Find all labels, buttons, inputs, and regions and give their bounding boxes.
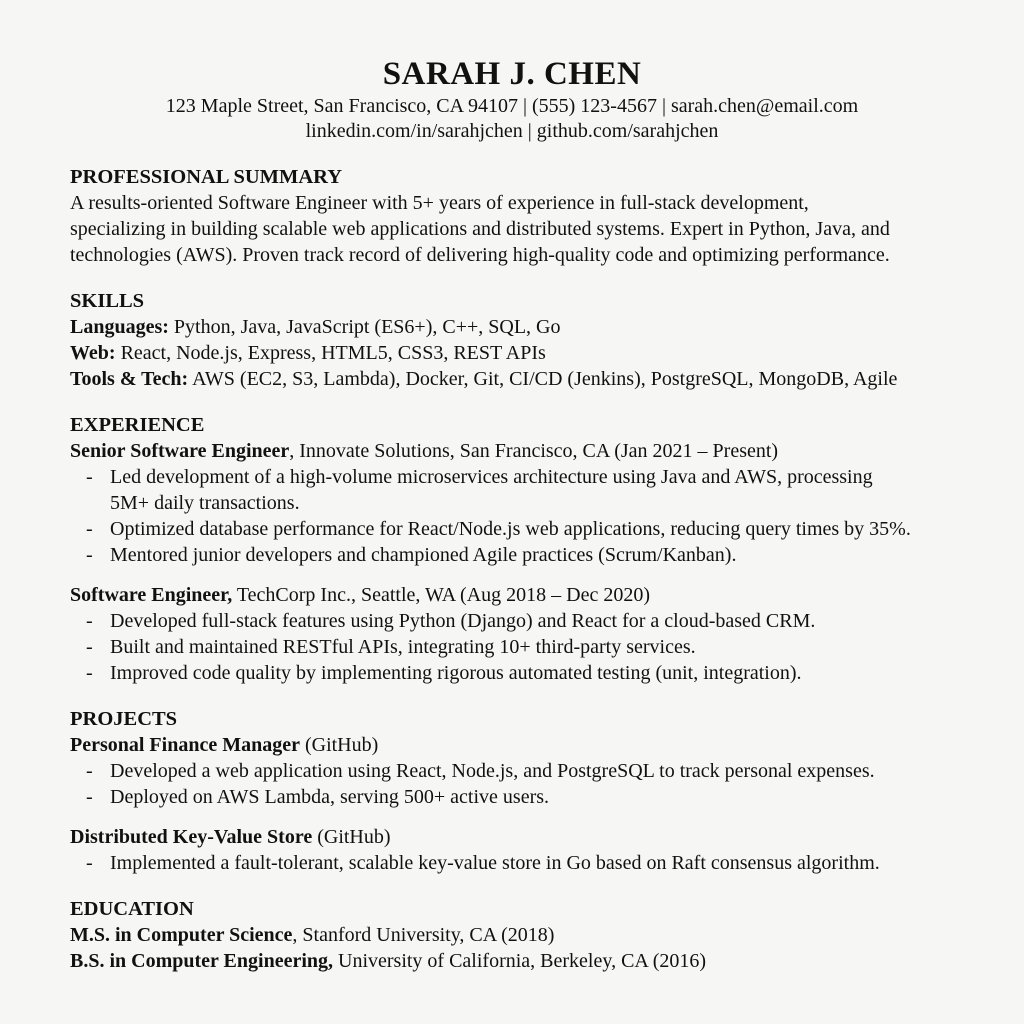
job-entry [70,438,984,568]
degree-details: University of California, Berkeley, CA (2016) [333,950,707,972]
summary-line: specializing in building scalable web applications and distributed systems. Expert in Python, Java, and [70,218,890,240]
job-details: , Innovate Solutions, San Francisco, CA (Jan 2021 – Present) [289,440,779,462]
project-heading [70,824,984,850]
bullet-dash: - [86,760,93,782]
bullet-item [86,634,984,660]
bullet-item [86,542,984,568]
bullet-text: Built and maintained RESTful APIs, integrating 10+ third-party services. [110,636,696,658]
degree-name: M.S. in Computer Science [70,924,293,946]
summary-section [70,164,984,268]
bullet-text: Improved code quality by implementing rigorous automated testing (unit, integration). [110,662,802,684]
skill-label: Languages: [70,316,169,338]
education-row [70,922,984,948]
bullet-dash: - [86,636,93,658]
bullet-dash: - [86,852,93,874]
bullet-text: Deployed on AWS Lambda, serving 500+ active users. [110,786,550,808]
bullet-item [86,608,984,634]
project-entry [70,824,984,876]
bullet-item [86,516,984,542]
projects-section [70,706,984,876]
bullet-item [86,660,984,686]
bullet-text-continued: 5M+ daily transactions. [110,492,300,514]
skill-label: Tools & Tech: [70,368,189,390]
project-details: (GitHub) [312,826,391,848]
bullet-text: Developed full-stack features using Python (Django) and React for a cloud-based CRM. [110,610,816,632]
degree-details: , Stanford University, CA (2018) [292,924,555,946]
bullet-dash: - [86,466,93,488]
education-section [70,896,984,974]
projects-heading: PROJECTS [70,708,178,730]
profile-links-line: linkedin.com/in/sarahjchen | github.com/sarahjchen [305,120,719,142]
resume-header [70,54,954,144]
skill-row-web [70,340,984,366]
project-details: (GitHub) [299,734,379,756]
skill-label: Web: [70,342,116,364]
bullet-dash: - [86,786,93,808]
bullet-item [86,850,984,876]
job-heading [70,438,984,464]
bullet-item [86,464,984,516]
skills-section [70,288,984,392]
skill-value: Python, Java, JavaScript (ES6+), C++, SQL, Go [168,316,561,338]
experience-heading: EXPERIENCE [70,414,205,436]
skill-row-languages [70,314,984,340]
project-entry [70,732,984,810]
degree-name: B.S. in Computer Engineering, [70,950,333,972]
skill-row-tools [70,366,984,392]
contact-info-line: 123 Maple Street, San Francisco, CA 94107 | (555) 123-4567 | sarah.chen@email.com [165,95,859,117]
bullet-dash: - [86,662,93,684]
bullet-item [86,784,984,810]
project-name: Personal Finance Manager [70,734,300,756]
education-row [70,948,984,974]
job-role: Senior Software Engineer [70,440,290,462]
summary-line: A results-oriented Software Engineer with 5+ years of experience in full-stack development, [70,192,809,214]
bullet-dash: - [86,544,93,566]
job-details: TechCorp Inc., Seattle, WA (Aug 2018 – Dec 2020) [232,584,650,606]
bullet-text: Optimized database performance for React/Node.js web applications, reducing query times by 35%. [110,518,911,540]
bullet-text: Implemented a fault-tolerant, scalable key-value store in Go based on Raft consensus algorithm. [110,852,880,874]
candidate-name: SARAH J. CHEN [382,56,642,92]
experience-section [70,412,984,686]
job-role: Software Engineer, [70,584,233,606]
bullet-dash: - [86,518,93,540]
job-bullets [70,608,984,686]
bullet-text: Mentored junior developers and championed Agile practices (Scrum/Kanban). [110,544,737,566]
job-entry [70,582,984,686]
skill-value: AWS (EC2, S3, Lambda), Docker, Git, CI/CD (Jenkins), PostgreSQL, MongoDB, Agile [188,368,898,390]
project-name: Distributed Key-Value Store [70,826,313,848]
skills-heading: SKILLS [70,290,145,312]
project-bullets [70,758,984,810]
project-bullets [70,850,984,876]
bullet-dash: - [86,610,93,632]
job-bullets [70,464,984,568]
education-heading: EDUCATION [70,898,194,920]
summary-heading: PROFESSIONAL SUMMARY [70,166,343,188]
bullet-text: Led development of a high-volume microservices architecture using Java and AWS, processing [110,466,873,488]
project-heading [70,732,984,758]
skill-value: React, Node.js, Express, HTML5, CSS3, REST APIs [115,342,546,364]
bullet-item [86,758,984,784]
bullet-text: Developed a web application using React, Node.js, and PostgreSQL to track personal expenses. [110,760,875,782]
summary-line: technologies (AWS). Proven track record of delivering high-quality code and optimizing performance. [70,244,890,266]
job-heading [70,582,984,608]
